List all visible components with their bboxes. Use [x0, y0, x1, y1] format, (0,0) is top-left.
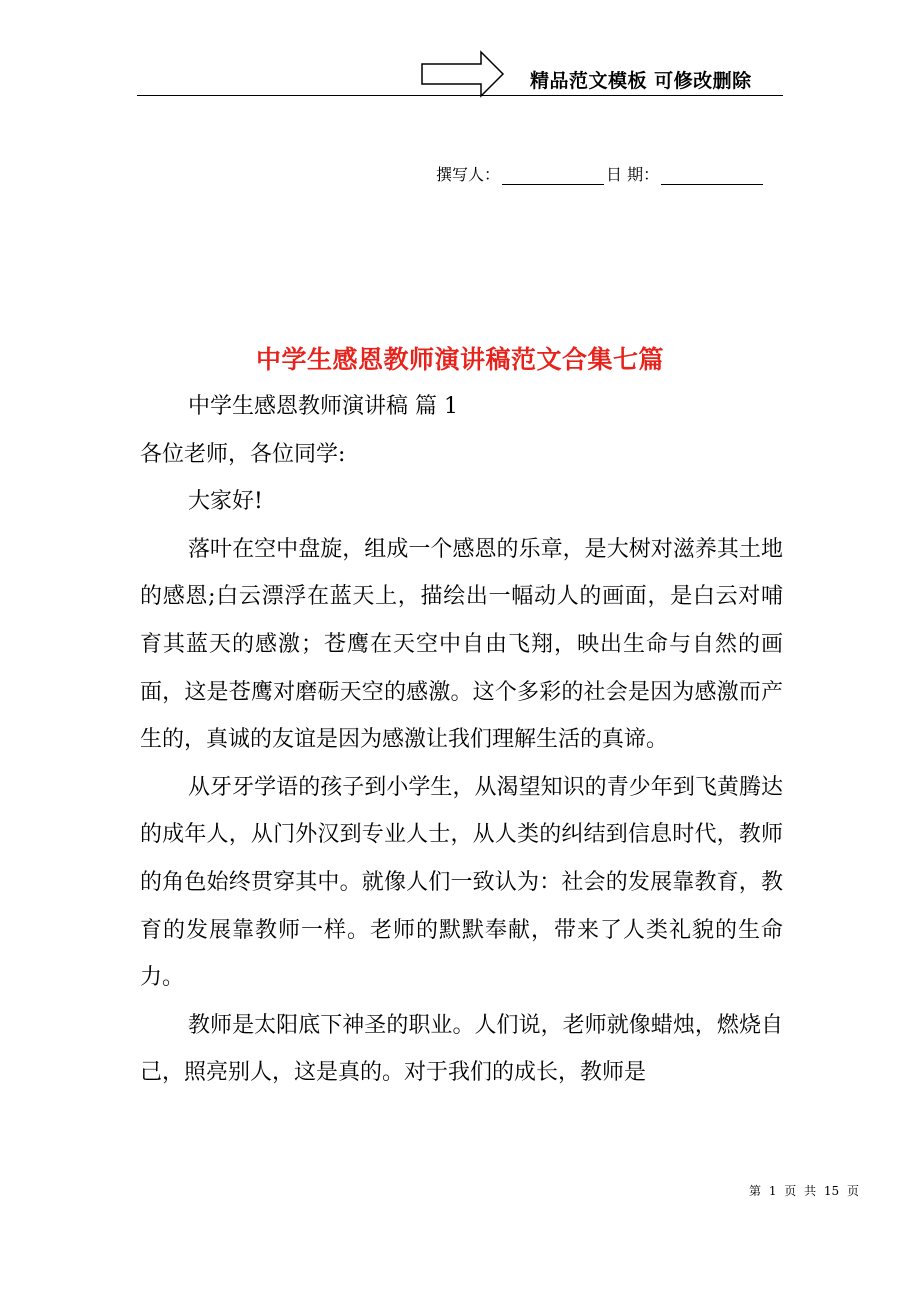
- meta-line: [436, 162, 765, 185]
- header-divider: [137, 95, 783, 96]
- paragraph-1: 落叶在空中盘旋，组成一个感恩的乐章，是大树对滋养其土地的感恩;白云漂浮在蓝天上，描绘出一幅动人的画面，是白云对哺育其蓝天的感激；苍鹰在天空中自由飞翔，映出生命与自然的画面，这是苍鹰对磨砺天空的感激。这个多彩的社会是因为感激而产生的，真诚的友谊是因为感激让我们理解生活的真谛。: [140, 536, 783, 753]
- paragraph-3: 教师是太阳底下神圣的职业。人们说，老师就像蜡烛，燃烧自己，照亮别人，这是真的。对于我们的成长，教师是: [140, 1012, 783, 1086]
- arrow-icon: [421, 50, 505, 98]
- header-title: 精品范文模板 可修改删除: [530, 70, 752, 92]
- greeting: 各位老师，各位同学:: [140, 441, 346, 467]
- document-title: 中学生感恩教师演讲稿范文合集七篇: [255, 345, 664, 374]
- date-label: 日 期：: [606, 165, 660, 184]
- page-number: 第 1 页 共 15 页: [749, 1184, 859, 1198]
- salutation: 大家好!: [188, 489, 263, 515]
- section-heading: 中学生感恩教师演讲稿 篇 1: [188, 394, 458, 419]
- author-label: 撰写人：: [436, 165, 501, 184]
- author-blank: [502, 166, 604, 185]
- document-body: [140, 383, 783, 1097]
- date-blank: [661, 166, 763, 185]
- paragraph-2: 从牙牙学语的孩子到小学生，从渴望知识的青少年到飞黄腾达的成年人，从门外汉到专业人士，从人类的纠结到信息时代，教师的角色始终贯穿其中。就像人们一致认为：社会的发展靠教育，教育的发展靠教师一样。老师的默默奉献，带来了人类礼貌的生命力。: [140, 774, 783, 991]
